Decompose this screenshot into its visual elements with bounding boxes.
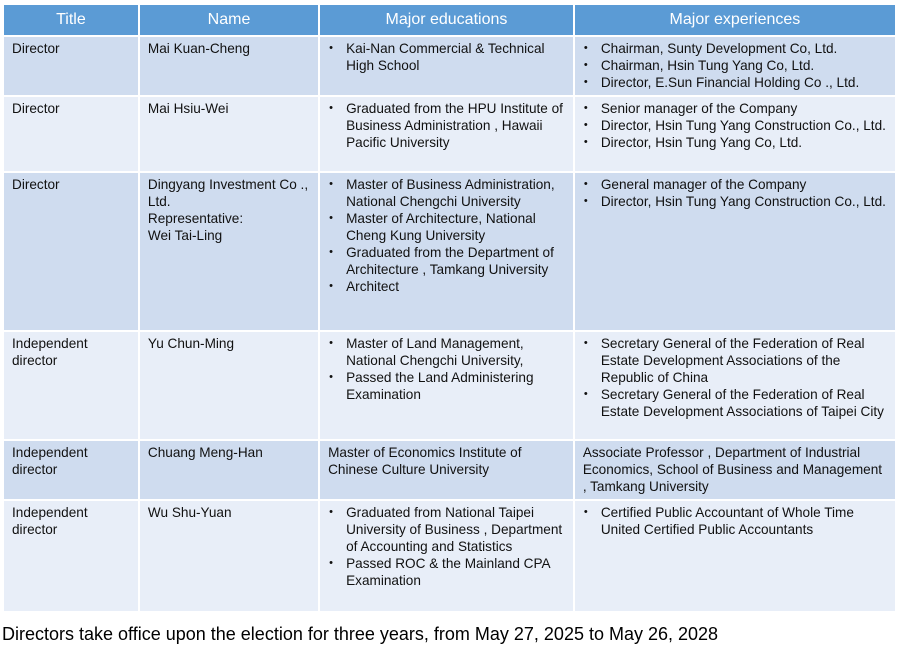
education-item: • Master of Land Management, National Chengchi University, — [346, 335, 567, 369]
education-item: • Architect — [346, 278, 567, 295]
cell-experiences — [575, 97, 895, 171]
header-title: Title — [4, 5, 138, 35]
name-line: Mai Kuan-Cheng — [147, 41, 250, 56]
cell-educations — [320, 501, 573, 611]
name-line: Dingyang Investment Co ., Ltd. — [147, 177, 309, 209]
cell-title: Independent director — [4, 441, 138, 499]
header-experiences: Major experiences — [575, 5, 895, 35]
cell-educations — [320, 97, 573, 171]
experience-item: • Director, E.Sun Financial Holding Co ., Ltd. — [601, 74, 889, 91]
education-item: • Kai-Nan Commercial & Technical High School — [346, 40, 567, 74]
cell-experiences-list — [583, 335, 889, 420]
education-item: • Master of Business Administration, National Chengchi University — [346, 176, 567, 210]
experience-item: • General manager of the Company — [601, 176, 889, 193]
experience-item: • Chairman, Hsin Tung Yang Co, Ltd. — [601, 57, 889, 74]
experience-item: Associate Professor , Department of Industrial Economics, School of Business and Management , Tamkang University — [582, 445, 883, 494]
name-line: Representative: — [147, 211, 244, 226]
table-body — [4, 37, 895, 611]
experience-item: • Certified Public Accountant of Whole Time United Certified Public Accountants — [601, 504, 889, 538]
cell-name — [140, 441, 318, 499]
education-item: • Passed ROC & the Mainland CPA Examination — [346, 555, 567, 589]
education-item: • Graduated from the Department of Architecture , Tamkang University — [346, 244, 567, 278]
cell-educations-list — [328, 504, 567, 589]
cell-title: Independent director — [4, 501, 138, 611]
education-item: • Graduated from National Taipei University of Business , Department of Accounting and Statistics — [346, 504, 567, 555]
header-row — [4, 5, 895, 35]
cell-title: Director — [4, 37, 138, 95]
cell-educations-list — [328, 40, 567, 74]
table-row — [4, 97, 895, 171]
cell-name — [140, 332, 318, 439]
cell-experiences — [575, 501, 895, 611]
education-item: Master of Economics Institute of Chinese Culture University — [328, 445, 522, 477]
cell-name — [140, 173, 318, 330]
education-item: • Passed the Land Administering Examination — [346, 369, 567, 403]
cell-experiences-list — [583, 176, 889, 210]
experience-item: • Secretary General of the Federation of Real Estate Development Associations of Taipei City — [601, 386, 889, 420]
cell-educations-list — [328, 335, 567, 403]
name-line: Wu Shu-Yuan — [147, 505, 232, 520]
cell-experiences — [575, 173, 895, 330]
cell-educations — [320, 37, 573, 95]
cell-educations — [320, 173, 573, 330]
name-line: Yu Chun-Ming — [147, 336, 235, 351]
cell-name — [140, 97, 318, 171]
cell-educations-list — [328, 100, 567, 151]
name-line: Mai Hsiu-Wei — [147, 101, 229, 116]
table-row — [4, 173, 895, 330]
cell-experiences — [575, 441, 895, 499]
cell-title: Director — [4, 173, 138, 330]
experience-item: • Director, Hsin Tung Yang Construction Co., Ltd. — [601, 193, 889, 210]
experience-item: • Chairman, Sunty Development Co, Ltd. — [601, 40, 889, 57]
table-row — [4, 441, 895, 499]
table-row — [4, 332, 895, 439]
cell-experiences — [575, 37, 895, 95]
education-item: • Master of Architecture, National Cheng Kung University — [346, 210, 567, 244]
header-educations: Major educations — [320, 5, 573, 35]
experience-item: • Director, Hsin Tung Yang Co, Ltd. — [601, 134, 889, 151]
education-item: • Graduated from the HPU Institute of Business Administration , Hawaii Pacific University — [346, 100, 567, 151]
experience-item: • Secretary General of the Federation of Real Estate Development Associations of the Republic of China — [601, 335, 889, 386]
cell-name — [140, 37, 318, 95]
cell-educations — [320, 441, 573, 499]
cell-experiences-list — [583, 100, 889, 151]
cell-experiences — [575, 332, 895, 439]
table-row — [4, 37, 895, 95]
experience-item: • Director, Hsin Tung Yang Construction Co., Ltd. — [601, 117, 889, 134]
cell-name — [140, 501, 318, 611]
cell-experiences-list — [583, 40, 889, 91]
name-line: Wei Tai-Ling — [147, 228, 223, 243]
cell-title: Director — [4, 97, 138, 171]
header-name: Name — [140, 5, 318, 35]
table-row — [4, 501, 895, 611]
cell-educations-list — [328, 176, 567, 295]
term-footnote: Directors take office upon the election for three years, from May 27, 2025 to May 26, 2028 — [2, 624, 719, 644]
name-line: Chuang Meng-Han — [147, 445, 263, 460]
cell-title: Independent director — [4, 332, 138, 439]
directors-table — [2, 3, 897, 613]
experience-item: • Senior manager of the Company — [601, 100, 889, 117]
cell-experiences-list — [583, 504, 889, 538]
cell-educations — [320, 332, 573, 439]
